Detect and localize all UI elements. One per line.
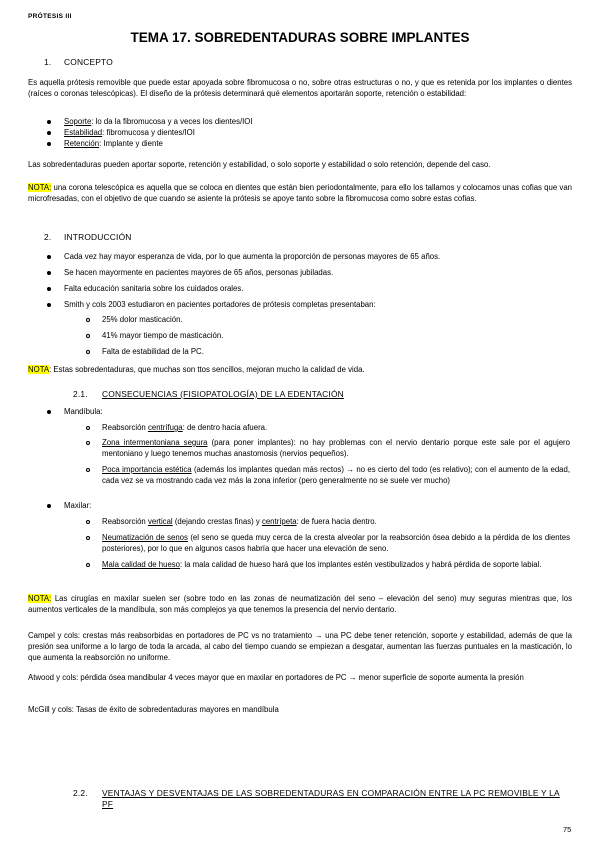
section-label: CONSECUENCIAS (FISIOPATOLOGÍA) DE LA EDENTACIÓN <box>102 389 344 399</box>
bullet-dot <box>47 131 51 135</box>
intro-bullet: Falta educación sanitaria sobre los cuidados orales. <box>64 284 244 293</box>
bullet-estabilidad: Estabilidad: fibromucosa y dientes/IOI <box>64 128 195 137</box>
sub-bullet-circle <box>86 334 90 338</box>
smith-sub-item: 25% dolor masticación. <box>102 315 183 324</box>
mcgill-paragraph: McGill y cols: Tasas de éxito de sobredentaduras mayores en mandíbula <box>28 705 279 714</box>
bullet-dot <box>47 410 51 414</box>
maxilar-item: Neumatización de senos (el seno se queda muy cerca de la cresta alveolar por la reabsorción ósea debido a la pérdida de los dientes posteriores), por lo que en algunos casos habría que hacer una elevación de seno. <box>102 533 570 553</box>
bullet-dot <box>47 271 51 275</box>
atwood-paragraph: Atwood y cols: pérdida ósea mandibular 4 veces mayor que en maxilar en portadores de PC → menor superficie de soporte aumenta la presión <box>28 673 524 682</box>
mandibula-item: Poca importancia estética (además los implantes quedan más rectos) → no es cierto del todo (es relativo); con el aumento de la edad, cada vez se va mostrando cada vez más la zona inferior (pero generalmente no se suele ver mucho) <box>102 465 570 485</box>
bullet-dot <box>47 303 51 307</box>
sub-bullet-circle <box>86 426 90 430</box>
nota-telescopica: NOTA: una corona telescópica es aquella que se coloca en dientes que están bien periodontalmente, para ello los tallamos y colocamos unas cofias que van microfresadas, con el objetivo de que cuando se asiente la prótesis se apoye tanto sobre la fibromucosa como sobre estas cofias. <box>28 183 572 203</box>
bullet-dot <box>47 504 51 508</box>
concepto-paragraph: Es aquella prótesis removible que puede estar apoyada sobre fibromucosa o no, sobre otras estructuras o no, y que es retenida por los implantes o dientes (raíces o coronas telescópicas). El diseño de la prótesis determinará qué elementos aportarán soporte, retención o estabilidad: <box>28 78 572 98</box>
section-label: CONCEPTO <box>64 57 113 67</box>
mandibula-item: Zona intermentoniana segura (para poner implantes): no hay problemas con el nervio dentario porque este sale por el agujero mentoniano y luego tenemos muchas anastomosis (nervios pequeños). <box>102 438 570 458</box>
maxilar-item: Reabsorción vertical (dejando crestas finas) y centrípeta: de fuera hacia dentro. <box>102 517 377 526</box>
smith-sub-item: Falta de estabilidad de la PC. <box>102 347 204 356</box>
section-number: 2.1. <box>73 389 88 399</box>
mandibula-item: Reabsorción centrífuga: de dentro hacia afuera. <box>102 423 268 432</box>
sub-bullet-circle <box>86 318 90 322</box>
running-header: PRÓTESIS III <box>28 13 72 20</box>
nota-cirugias: NOTA: Las cirugías en maxilar suelen ser (sobre todo en las zonas de neumatización del seno – elevación del seno) muy seguras mientras que, los aumentos verticales de la mandíbula, son más complejos ya que tenemos la presencia del nervio dentario. <box>28 594 572 614</box>
bullet-dot <box>47 255 51 259</box>
section-number: 2.2. <box>73 788 88 798</box>
mandibula-label: Mandíbula: <box>64 407 103 416</box>
sub-bullet-circle <box>86 350 90 354</box>
campel-paragraph: Campel y cols: crestas más reabsorbidas en portadores de PC vs no tratamiento → una PC debe tener retención, soporte y estabilidad, además de que la presión sea uniforme a lo largo de toda la arcada, al cabo del tiempo cuando se empiezan a desgatar, aumentan las fuerzas puntuales en la masticación, lo que aumenta la reabsorción no uniforme. <box>28 631 572 662</box>
page-title: TEMA 17. SOBREDENTADURAS SOBRE IMPLANTES <box>130 30 470 45</box>
section-label: INTRODUCCIÓN <box>64 232 132 242</box>
bullet-dot <box>47 120 51 124</box>
section-label: VENTAJAS Y DESVENTAJAS DE LAS SOBREDENTADURAS EN COMPARACIÓN ENTRE LA PC REMOVIBLE Y LA PF <box>102 788 560 809</box>
smith-sub-item: 41% mayor tiempo de masticación. <box>102 331 224 340</box>
sub-bullet-circle <box>86 468 90 472</box>
intro-bullet: Se hacen mayormente en pacientes mayores de 65 años, personas jubiladas. <box>64 268 334 277</box>
section-number: 1. <box>44 57 52 67</box>
bullet-dot <box>47 142 51 146</box>
nota-calidad-vida: NOTA: Estas sobredentaduras, que muchas son ttos sencillos, mejoran mucho la calidad de vida. <box>28 365 365 374</box>
intro-bullet: Cada vez hay mayor esperanza de vida, por lo que aumenta la proporción de personas mayores de 65 años. <box>64 252 441 261</box>
maxilar-item: Mala calidad de hueso: la mala calidad de hueso hará que los implantes estén vestibulizados y habrá pérdida de soporte labial. <box>102 560 542 569</box>
bullet-soporte: Soporte: lo da la fibromucosa y a veces los dientes/IOI <box>64 117 253 126</box>
sub-bullet-circle <box>86 536 90 540</box>
section-number: 2. <box>44 232 52 242</box>
page-number: 75 <box>563 825 572 834</box>
bullet-retencion: Retención: Implante y diente <box>64 139 163 148</box>
sub-bullet-circle <box>86 563 90 567</box>
sub-bullet-circle <box>86 441 90 445</box>
intro-bullet: Smith y cols 2003 estudiaron en pacientes portadores de prótesis completas presentaban: <box>64 300 376 309</box>
maxilar-label: Maxilar: <box>64 501 92 510</box>
sub-bullet-circle <box>86 520 90 524</box>
bullet-dot <box>47 287 51 291</box>
concepto-paragraph-2: Las sobredentaduras pueden aportar soporte, retención y estabilidad, o solo soporte y estabilidad o solo retención, depende del caso. <box>28 160 491 169</box>
